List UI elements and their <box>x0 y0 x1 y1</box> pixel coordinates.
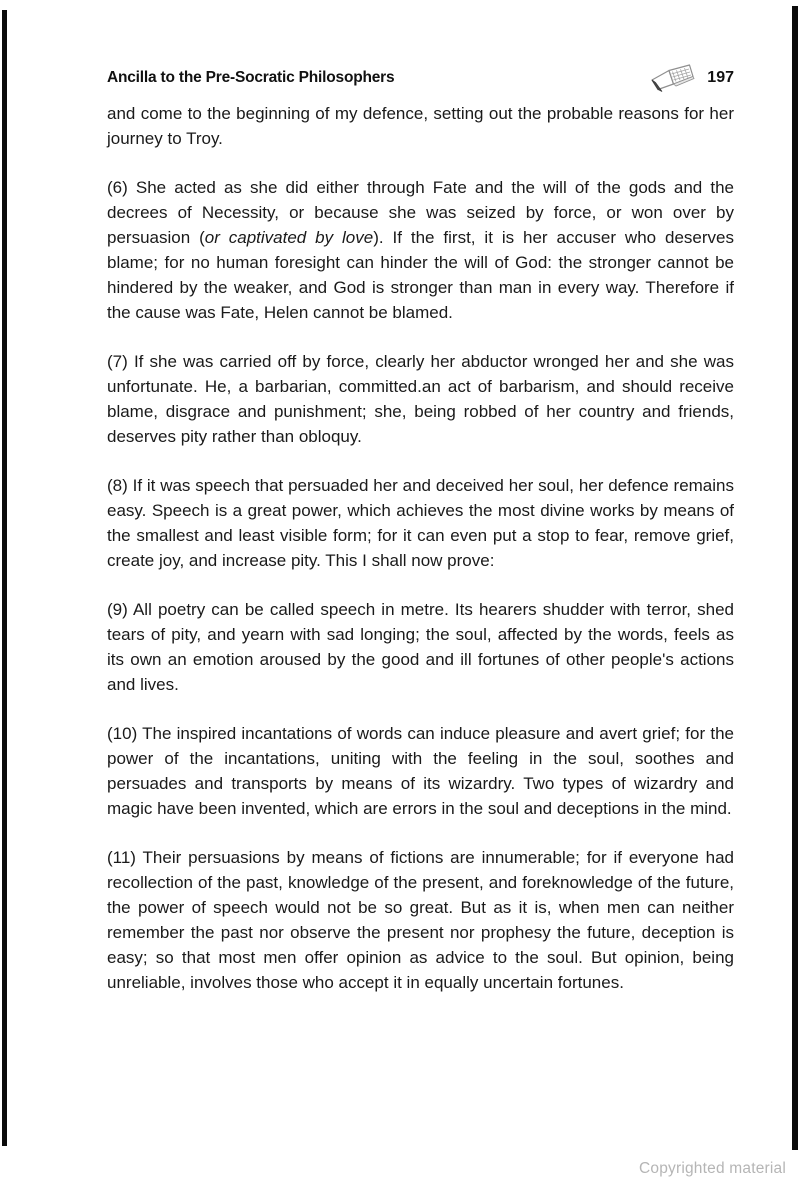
page-body <box>107 101 734 1019</box>
text-segment: and come to the beginning of my defence, setting out the probable reasons for her journey to Troy. <box>107 104 734 148</box>
copyright-notice: Copyrighted material <box>638 1160 786 1177</box>
text-segment: (6) She acted as she did either through Fate and the will of the gods and the decrees of Necessity, or because she was seized by force, or won over by persuasion ( <box>107 178 734 247</box>
paragraph <box>107 597 734 697</box>
text-segment: (10) The inspired incantations of words can induce pleasure and avert grief; for the power of the incantations, uniting with the feeling in the soul, soothes and persuades and transports by means of its wizardry. Two types of wizardry and magic have been invented, which are errors in the soul and deceptions in the mind. <box>107 724 734 818</box>
text-segment: (9) All poetry can be called speech in metre. Its hearers shudder with terror, shed tears of pity, and yearn with sad longing; the soul, affected by the words, feels as its own an emotion aroused by the good and ill fortunes of other people's actions and lives. <box>107 600 734 694</box>
scan-edge-right <box>792 6 798 1150</box>
italic-phrase: or captivated by love <box>204 228 374 247</box>
page-number: 197 <box>707 69 734 86</box>
running-head-title: Ancilla to the Pre-Socratic Philosophers <box>107 69 395 86</box>
text-segment: (7) If she was carried off by force, clearly her abductor wronged her and she was unfortunate. He, a barbarian, committed.an act of barbarism, and should receive blame, disgrace and punishment; she, being robbed of her country and friends, deserves pity rather than obloquy. <box>107 352 734 446</box>
paragraph <box>107 101 734 151</box>
paragraph <box>107 349 734 449</box>
paragraph <box>107 473 734 573</box>
page-header <box>107 60 734 96</box>
open-book-icon <box>649 61 695 95</box>
scan-edge-left <box>2 10 7 1146</box>
paragraph <box>107 721 734 821</box>
text-segment: (8) If it was speech that persuaded her and deceived her soul, her defence remains easy. Speech is a great power, which achieves the most divine works by means of the smallest and least visible form; for it can even put a stop to fear, remove grief, create joy, and increase pity. This I shall now prove: <box>107 476 734 570</box>
paragraph <box>107 175 734 325</box>
text-segment: (11) Their persuasions by means of fictions are innumerable; for if everyone had recollection of the past, knowledge of the present, and foreknowledge of the future, the power of speech would not be so great. But as it is, when men can neither remember the past nor observe the present nor prophesy the future, deception is easy; so that most men offer opinion as advice to the soul. But opinion, being unreliable, involves those who accept it in equally uncertain fortunes. <box>107 848 734 992</box>
header-right-group <box>649 61 734 95</box>
paragraph <box>107 845 734 995</box>
text-segment: ). If the first, it is her accuser who deserves blame; for no human foresight can hinder the will of God: the stronger cannot be hindered by the weaker, and God is stronger than man in every way. Therefore if the cause was Fate, Helen cannot be blamed. <box>107 228 734 322</box>
